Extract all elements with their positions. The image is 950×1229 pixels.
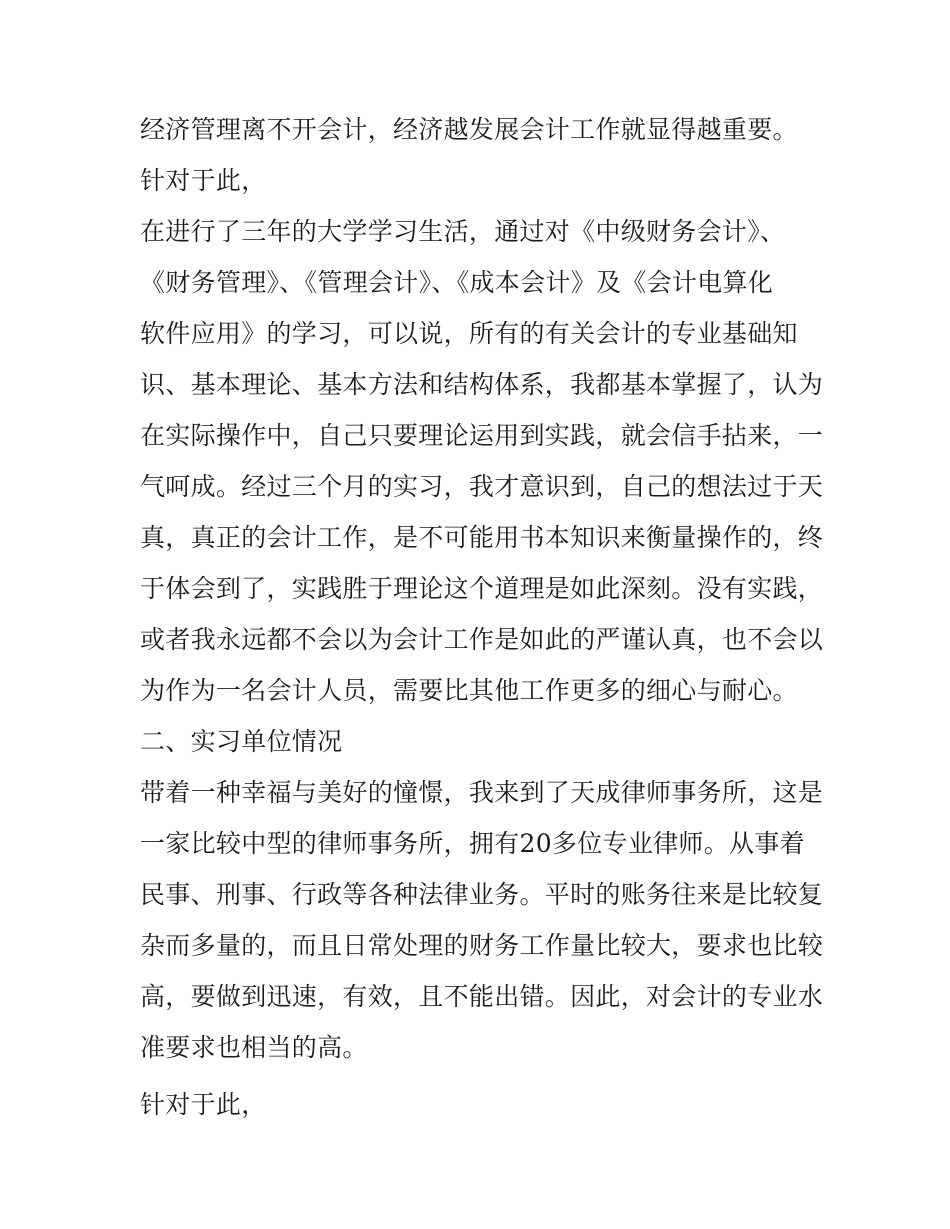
- text-line: 带着一种幸福与美好的憧憬，我来到了天成律师事务所，这是: [140, 778, 824, 807]
- document-body: [140, 104, 824, 1130]
- text-line: 真，真正的会计工作，是不可能用书本知识来衡量操作的，终: [140, 523, 824, 552]
- text-line: 《财务管理》、《管理会计》、《成本会计》及《会计电算化: [140, 268, 774, 297]
- text-line: 杂而多量的，而且日常处理的财务工作量比较大，要求也比较: [140, 931, 824, 960]
- text-line: 一家比较中型的律师事务所，拥有20多位专业律师。从事着: [140, 829, 805, 858]
- text-line: 气呵成。经过三个月的实习，我才意识到，自己的想法过于天: [140, 472, 824, 501]
- text-line: 经济管理离不开会计，经济越发展会计工作就显得越重要。: [140, 115, 798, 144]
- section-heading: 二、实习单位情况: [140, 727, 343, 756]
- text-line: 针对于此，: [140, 1090, 267, 1119]
- text-line: 针对于此，: [140, 166, 267, 195]
- text-line: 准要求也相当的高。: [140, 1033, 368, 1062]
- text-line: 在进行了三年的大学学习生活，通过对《中级财务会计》、: [140, 217, 786, 246]
- text-line: 软件应用》的学习，可以说，所有的有关会计的专业基础知: [140, 319, 798, 348]
- text-line: 在实际操作中，自己只要理论运用到实践，就会信手拈来，一: [140, 421, 824, 450]
- text-line: 识、基本理论、基本方法和结构体系，我都基本掌握了，认为: [140, 370, 824, 399]
- text-line: 高，要做到迅速，有效，且不能出错。因此，对会计的专业水: [140, 982, 824, 1011]
- text-line: 或者我永远都不会以为会计工作是如此的严谨认真，也不会以: [140, 625, 824, 654]
- text-line: 于体会到了，实践胜于理论这个道理是如此深刻。没有实践，: [140, 574, 824, 603]
- text-line: 民事、刑事、行政等各种法律业务。平时的账务往来是比较复: [140, 880, 824, 909]
- text-line: 为作为一名会计人员，需要比其他工作更多的细心与耐心。: [140, 676, 798, 705]
